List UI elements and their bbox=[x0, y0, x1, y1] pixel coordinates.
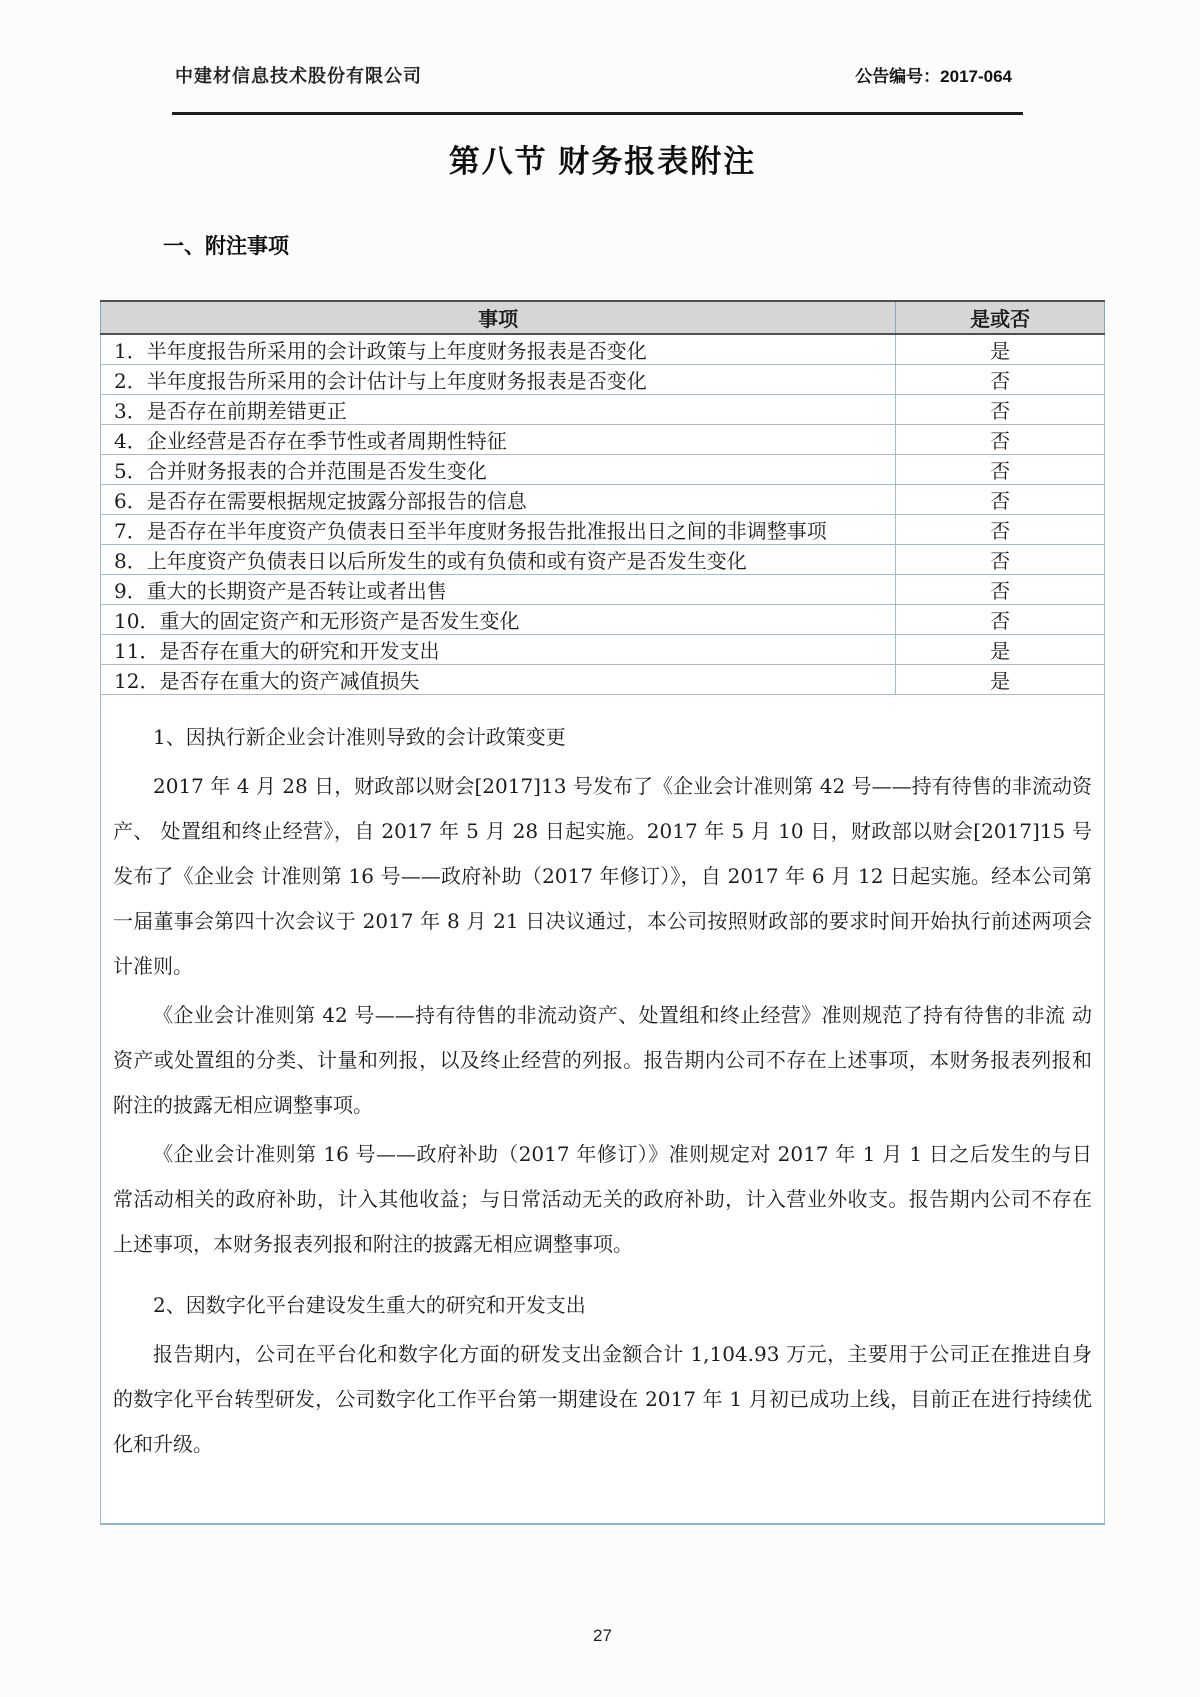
item-cell: 4．企业经营是否存在季节性或者周期性特征 bbox=[101, 425, 896, 455]
item-cell: 1．半年度报告所采用的会计政策与上年度财务报表是否变化 bbox=[101, 334, 896, 365]
table-row bbox=[101, 425, 1105, 455]
section-heading: 一、附注事项 bbox=[163, 235, 289, 258]
answer-cell: 否 bbox=[896, 545, 1105, 575]
item-cell: 11．是否存在重大的研究和开发支出 bbox=[101, 635, 896, 665]
answer-cell: 否 bbox=[896, 455, 1105, 485]
item-cell: 8．上年度资产负债表日以后所发生的或有负债和或有资产是否发生变化 bbox=[101, 545, 896, 575]
company-name: 中建材信息技术股份有限公司 bbox=[175, 66, 422, 86]
item-cell: 6．是否存在需要根据规定披露分部报告的信息 bbox=[101, 485, 896, 515]
table-header-row bbox=[101, 301, 1105, 334]
table-row bbox=[101, 545, 1105, 575]
item-cell: 3．是否存在前期差错更正 bbox=[101, 395, 896, 425]
table-row bbox=[101, 365, 1105, 395]
answer-cell: 否 bbox=[896, 575, 1105, 605]
answer-cell: 是 bbox=[896, 635, 1105, 665]
table-row bbox=[101, 605, 1105, 635]
answer-cell: 是 bbox=[896, 334, 1105, 365]
answer-cell: 否 bbox=[896, 605, 1105, 635]
answer-cell: 否 bbox=[896, 515, 1105, 545]
item-cell: 10．重大的固定资产和无形资产是否发生变化 bbox=[101, 605, 896, 635]
page-number: 27 bbox=[593, 1626, 612, 1645]
notes-table bbox=[100, 300, 1105, 1525]
notes-content bbox=[113, 715, 1092, 1501]
item-cell: 5．合并财务报表的合并范围是否发生变化 bbox=[101, 455, 896, 485]
announcement-value: 2017-064 bbox=[940, 67, 1012, 86]
table-row bbox=[101, 395, 1105, 425]
note-paragraph-1: 2017 年 4 月 28 日，财政部以财会[2017]13 号发布了《企业会计准则第 42 号——持有待售的非流动资产、 处置组和终止经营》，自 2017 年 5 月 28 日起实施。2017 年 5 月 10 日，财政部以财会[2017]15 号发布了《企业会 计准则第 16 号——政府补助（2017 年修订）》，自 2017 年 6 月 12 日起实施。经本公司第一届董事会第四十次会议于 2017 年 8 月 21 日决议通过，本公司按照财政部的要求时间开始执行前述两项会计准则。 bbox=[113, 774, 1092, 978]
note-heading-1: 1、因执行新企业会计准则导致的会计政策变更 bbox=[153, 725, 566, 749]
answer-cell: 否 bbox=[896, 485, 1105, 515]
answer-cell: 是 bbox=[896, 665, 1105, 695]
announcement-label: 公告编号： bbox=[855, 67, 941, 86]
table-row bbox=[101, 334, 1105, 365]
answer-cell: 否 bbox=[896, 365, 1105, 395]
table-row bbox=[101, 485, 1105, 515]
header-rule bbox=[172, 112, 1023, 115]
note-paragraph-3: 《企业会计准则第 16 号——政府补助（2017 年修订）》准则规定对 2017 年 1 月 1 日之后发生的与日常活动相关的政府补助，计入其他收益；与日常活动无关的政府补助，计入营业外收支。报告期内公司不存在上述事项，本财务报表列报和附注的披露无相应调整事项。 bbox=[113, 1142, 1092, 1256]
answer-cell: 否 bbox=[896, 425, 1105, 455]
table-row bbox=[101, 635, 1105, 665]
table-row bbox=[101, 515, 1105, 545]
column-header-item: 事项 bbox=[101, 301, 896, 334]
item-cell: 2．半年度报告所采用的会计估计与上年度财务报表是否变化 bbox=[101, 365, 896, 395]
notes-cell bbox=[101, 695, 1105, 1525]
note-paragraph-2: 《企业会计准则第 42 号——持有待售的非流动资产、处置组和终止经营》准则规范了持有待售的非流 动资产或处置组的分类、计量和列报，以及终止经营的列报。报告期内公司不存在上述事项，本财务报表列报和附注的披露无相应调整事项。 bbox=[113, 1003, 1092, 1117]
announcement-number bbox=[0, 62, 1012, 87]
page-title: 第八节 财务报表附注 bbox=[448, 144, 757, 179]
table-row bbox=[101, 575, 1105, 605]
table-row bbox=[101, 455, 1105, 485]
item-cell: 7．是否存在半年度资产负债表日至半年度财务报告批准报出日之间的非调整事项 bbox=[101, 515, 896, 545]
table-row bbox=[101, 665, 1105, 695]
answer-cell: 否 bbox=[896, 395, 1105, 425]
note-paragraph-4: 报告期内，公司在平台化和数字化方面的研发支出金额合计 1,104.93 万元，主要用于公司正在推进自身的数字化平台转型研发，公司数字化工作平台第一期建设在 2017 年 1 月初已成功上线，目前正在进行持续优化和升级。 bbox=[113, 1342, 1092, 1456]
column-header-answer: 是或否 bbox=[896, 301, 1105, 334]
item-cell: 9．重大的长期资产是否转让或者出售 bbox=[101, 575, 896, 605]
item-cell: 12．是否存在重大的资产减值损失 bbox=[101, 665, 896, 695]
note-heading-2: 2、因数字化平台建设发生重大的研究和开发支出 bbox=[153, 1293, 586, 1317]
notes-row bbox=[101, 695, 1105, 1525]
